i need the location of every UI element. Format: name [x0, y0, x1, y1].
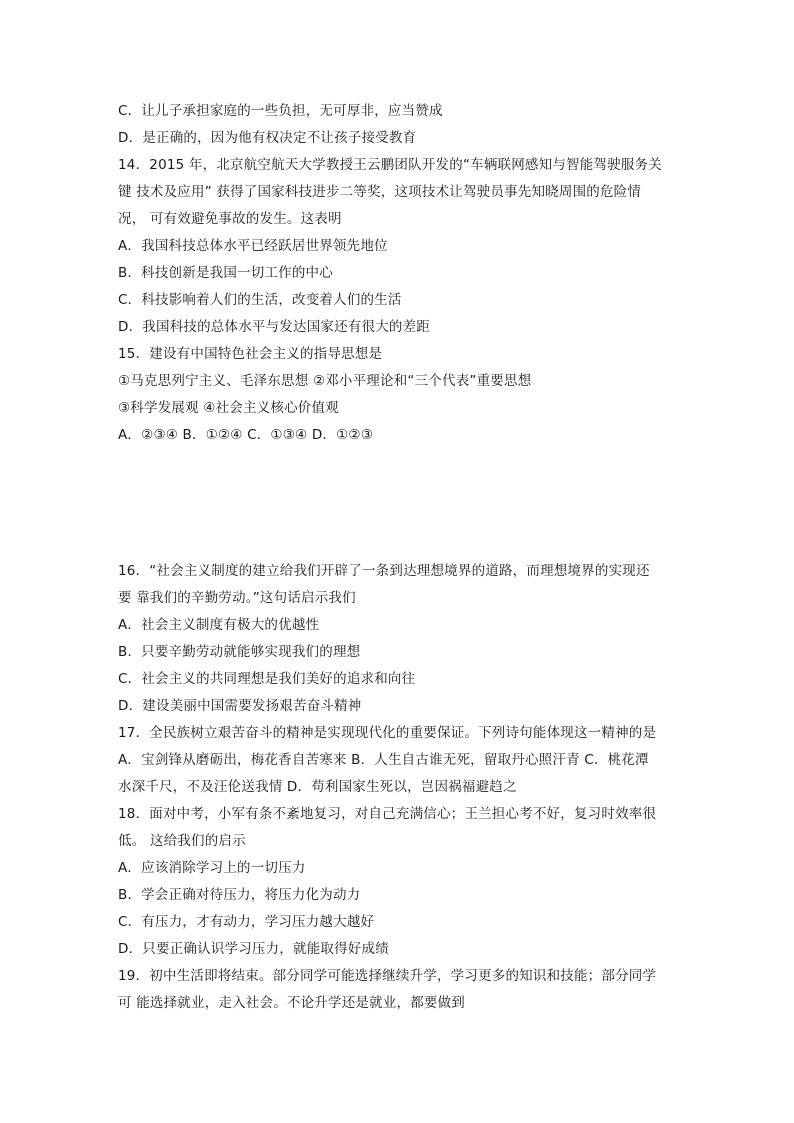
q17-options-line-2: 水深千尺，不及汪伦送我情 D．苟利国家生死以，岂因祸福避趋之: [118, 779, 517, 795]
q13-option-c: C．让儿子承担家庭的一些负担，无可厚非，应当赞成: [118, 103, 443, 119]
q15-items-line-1: ①马克思列宁主义、毛泽东思想 ②邓小平理论和“三个代表”重要思想: [118, 373, 532, 389]
q18-option-a: A．应该消除学习上的一切压力: [118, 860, 306, 876]
q18-option-b: B．学会正确对待压力，将压力化为动力: [118, 887, 361, 903]
q14-stem-line-1: 14．2015 年，北京航空航天大学教授王云鹏团队开发的“车辆联网感知与智能驾驶服务关: [118, 157, 662, 173]
q17-stem: 17．全民族树立艰苦奋斗的精神是实现现代化的重要保证。下列诗句能体现这一精神的是: [118, 725, 657, 741]
q16-stem-line-1: 16．“社会主义制度的建立给我们开辟了一条到达理想境界的道路，而理想境界的实现还: [118, 563, 650, 579]
q15-stem: 15．建设有中国特色社会主义的指导思想是: [118, 346, 383, 362]
q17-options-line-1: A．宝剑锋从磨砺出，梅花香自苦寒来 B．人生自古谁无死，留取丹心照汗青 C．桃花潭: [118, 752, 649, 768]
q14-stem-line-3: 况， 可有效避免事故的发生。这表明: [118, 211, 342, 227]
q16-option-b: B．只要辛勤劳动就能够实现我们的理想: [118, 644, 361, 660]
q18-option-c: C．有压力，才有动力，学习压力越大越好: [118, 914, 375, 930]
q15-options: A．②③④ B．①②④ C．①③④ D．①②③: [118, 427, 374, 443]
q18-stem-line-2: 低。 这给我们的启示: [118, 833, 246, 849]
q14-option-b: B．科技创新是我国一切工作的中心: [118, 265, 333, 281]
q16-option-a: A．社会主义制度有极大的优越性: [118, 617, 320, 633]
q18-stem-line-1: 18．面对中考，小军有条不紊地复习，对自己充满信心；王兰担心考不好，复习时效率很: [118, 806, 657, 822]
q15-items-line-2: ③科学发展观 ④社会主义核心价值观: [118, 400, 339, 416]
q14-option-d: D．我国科技的总体水平与发达国家还有很大的差距: [118, 319, 430, 335]
q19-stem-line-2: 可 能选择就业，走入社会。不论升学还是就业，都要做到: [118, 995, 465, 1011]
q16-option-d: D．建设美丽中国需要发扬艰苦奋斗精神: [118, 698, 362, 714]
q14-option-a: A．我国科技总体水平已经跃居世界领先地位: [118, 238, 388, 254]
q18-option-d: D．只要正确认识学习压力，就能取得好成绩: [118, 941, 389, 957]
q16-stem-line-2: 要 靠我们的辛勤劳动。”这句话启示我们: [118, 590, 356, 606]
q13-option-d: D．是正确的，因为他有权决定不让孩子接受教育: [118, 130, 417, 146]
q19-stem-line-1: 19．初中生活即将结束。部分同学可能选择继续升学，学习更多的知识和技能；部分同学: [118, 968, 657, 984]
q14-option-c: C．科技影响着人们的生活，改变着人们的生活: [118, 292, 402, 308]
q16-option-c: C．社会主义的共同理想是我们美好的追求和向往: [118, 671, 416, 687]
q14-stem-line-2: 键 技术及应用” 获得了国家科技进步二等奖，这项技术让驾驶员事先知晓周围的危险情: [118, 184, 642, 200]
